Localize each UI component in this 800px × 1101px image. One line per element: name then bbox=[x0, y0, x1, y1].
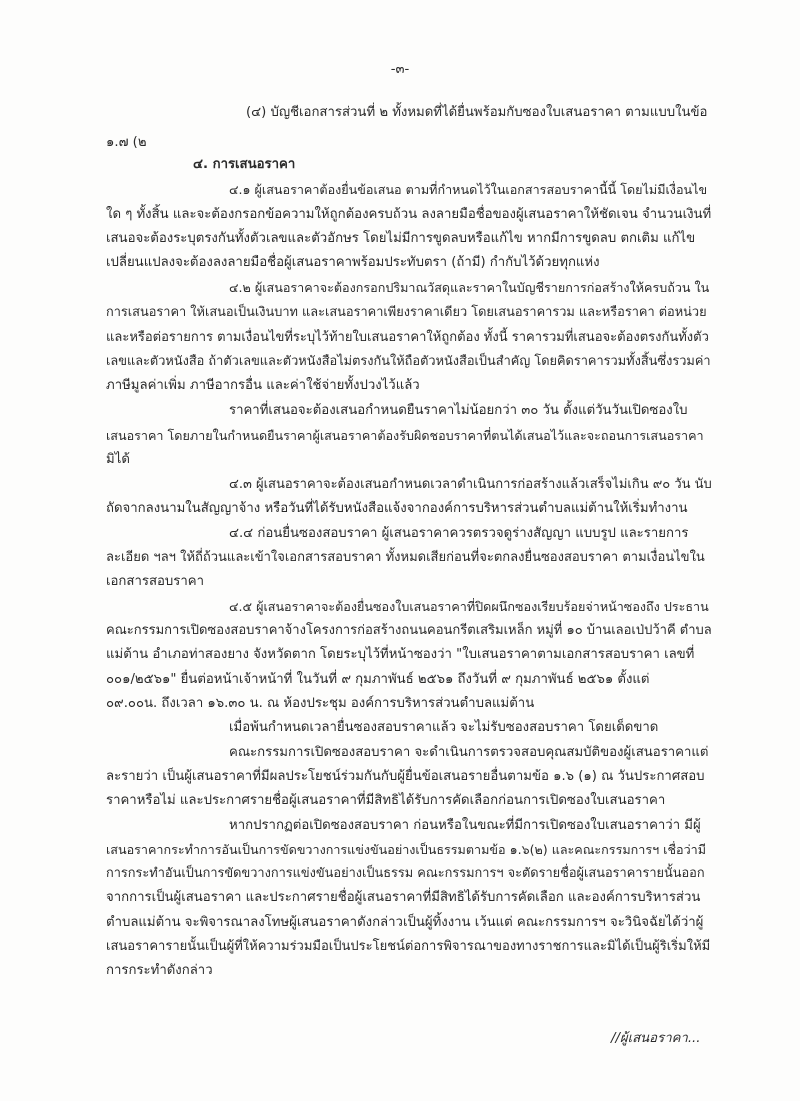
text-line: เสนอราคากระทำการอันเป็นการขัดขวางการแข่งขันอย่างเป็นธรรมตามข้อ ๑.๖(๒) และคณะกรรมการฯ เชื่อว่ามี bbox=[106, 842, 707, 857]
text-line: มิได้ bbox=[106, 452, 130, 467]
text-line: ๔.๓ ผู้เสนอราคาจะต้องเสนอกำหนดเวลาดำเนินการก่อสร้างแล้วเสร็จไม่เกิน ๙๐ วัน นับ bbox=[229, 477, 712, 492]
text-line: การเสนอราคา ให้เสนอเป็นเงินบาท และเสนอราคาเพียงราคาเดียว โดยเสนอราคารวม และหรือราคา ต่อหน่วย bbox=[106, 305, 707, 320]
text-line: เสนอจะต้องระบุตรงกันทั้งตัวเลขและตัวอักษร โดยไม่มีการขูดลบหรือแก้ไข หากมีการขูดลบ ตกเติม แก้ไข bbox=[106, 231, 696, 246]
text-line: หากปรากฏต่อเปิดซองสอบราคา ก่อนหรือในขณะที่มีการเปิดซองใบเสนอราคาว่า มีผู้ bbox=[229, 818, 701, 833]
text-line: ละรายว่า เป็นผู้เสนอราคาที่มีผลประโยชน์ร่วมกันกับผู้ยื่นข้อเสนอรายอื่นตามข้อ ๑.๖ (๑) ณ วันประกาศสอบ bbox=[106, 769, 705, 784]
text-line: ตำบลแม่ต้าน จะพิจารณาลงโทษผู้เสนอราคาดังกล่าวเป็นผู้ทิ้งงาน เว้นแต่ คณะกรรมการฯ จะวินิจฉัยได้ว่าผู้ bbox=[106, 915, 704, 930]
text-line: จากการเป็นผู้เสนอราคา และประกาศรายชื่อผู้เสนอราคาที่มีสิทธิได้รับการคัดเลือก และองค์การบริหารส่วน bbox=[106, 890, 701, 905]
text-line: คณะกรรมการเปิดซองสอบราคาจ้างโครงการก่อสร้างถนนคอนกรีตเสริมเหล็ก หมู่ที่ ๑๐ บ้านเลอเป่ปว้าคี ตำบล bbox=[106, 623, 712, 638]
text-line: เปลี่ยนแปลงจะต้องลงลายมือชื่อผู้เสนอราคาพร้อมประทับตรา (ถ้ามี) กำกับไว้ด้วยทุกแห่ง bbox=[106, 255, 600, 270]
text-line: เสนอราคา โดยภายในกำหนดยืนราคาผู้เสนอราคาต้องรับผิดชอบราคาที่ตนได้เสนอไว้และจะถอนการเสนอราคา bbox=[106, 428, 704, 443]
text-line: ใด ๆ ทั้งสิ้น และจะต้องกรอกข้อความให้ถูกต้องครบถ้วน ลงลายมือชื่อของผู้เสนอราคาให้ชัดเจน จำนวนเงินที่ bbox=[106, 207, 712, 222]
text-line: การกระทำอันเป็นการขัดขวางการแข่งขันอย่างเป็นธรรม คณะกรรมการฯ จะตัดรายชื่อผู้เสนอราคารายนั้นออก bbox=[106, 866, 705, 881]
text-line: เสนอราคารายนั้นเป็นผู้ที่ให้ความร่วมมือเป็นประโยชน์ต่อการพิจารณาของทางราชการและมิได้เป็นผู้ริเริ่มให้มี bbox=[106, 939, 711, 954]
text-line: แม่ต้าน อำเภอท่าสองยาง จังหวัดตาก โดยระบุไว้ที่หน้าซองว่า "ใบเสนอราคาตามเอกสารสอบราคา เลขที่ bbox=[106, 647, 695, 662]
section-heading: ๔. การเสนอราคา bbox=[193, 157, 296, 172]
text-line: และหรือต่อรายการ ตามเงื่อนไขที่ระบุไว้ท้ายใบเสนอราคาให้ถูกต้อง ทั้งนี้ ราคารวมที่เสนอจะต้องตรงกันทั้งตัว bbox=[106, 330, 709, 345]
text-line: ๐๙.๐๐น. ถึงเวลา ๑๖.๓๐ น. ณ ห้องประชุม องค์การบริหารส่วนตำบลแม่ต้าน bbox=[106, 696, 535, 711]
text-line: เลขและตัวหนังสือ ถ้าตัวเลขและตัวหนังสือไม่ตรงกันให้ถือตัวหนังสือเป็นสำคัญ โดยคิดราคารวมทั้งสิ้นซึ่งรวมค่า bbox=[106, 354, 711, 369]
text-line: ราคาหรือไม่ และประกาศรายชื่อผู้เสนอราคาที่มีสิทธิได้รับการคัดเลือกก่อนการเปิดซองใบเสนอราคา bbox=[106, 793, 666, 808]
text-line: ๔.๒ ผู้เสนอราคาจะต้องกรอกปริมาณวัสดุและราคาในบัญชีรายการก่อสร้างให้ครบถ้วน ใน bbox=[229, 280, 710, 295]
text-line: เอกสารสอบราคา bbox=[106, 574, 205, 589]
text-line: ๔.๕ ผู้เสนอราคาจะต้องยื่นซองใบเสนอราคาที่ปิดผนึกซองเรียบร้อยจ่าหน้าซองถึง ประธาน bbox=[229, 599, 709, 614]
text-line: การกระทำดังกล่าว bbox=[106, 963, 213, 978]
page-number: -๓- bbox=[390, 62, 410, 77]
text-line: ๑.๗ (๒ bbox=[106, 135, 147, 150]
text-line: ๐๐๑/๒๕๖๑" ยื่นต่อหน้าเจ้าหน้าที่ ในวันที่ ๙ กุมภาพันธ์ ๒๕๖๑ ถึงวันที่ ๙ กุมภาพันธ์ ๒๕๖๑ ตั้งแต่ bbox=[106, 672, 650, 687]
text-line: คณะกรรมการเปิดซองสอบราคา จะดำเนินการตรวจสอบคุณสมบัติของผู้เสนอราคาแต่ bbox=[229, 745, 709, 760]
text-line: ราคาที่เสนอจะต้องเสนอกำหนดยืนราคาไม่น้อยกว่า ๓๐ วัน ตั้งแต่วันวันเปิดซองใบ bbox=[229, 403, 688, 418]
text-line: ๔.๑ ผู้เสนอราคาต้องยื่นข้อเสนอ ตามที่กำหนดไว้ในเอกสารสอบราคานี้นี้ โดยไม่มีเงื่อนไข bbox=[229, 182, 708, 197]
continuation-note: //ผู้เสนอราคา... bbox=[611, 1031, 701, 1046]
text-line: (๔) บัญชีเอกสารส่วนที่ ๒ ทั้งหมดที่ได้ยื่นพร้อมกับซองใบเสนอราคา ตามแบบในข้อ bbox=[246, 105, 708, 120]
text-line: ถัดจากลงนามในสัญญาจ้าง หรือวันที่ได้รับหนังสือแจ้งจากองค์การบริหารส่วนตำบลแม่ต้านให้เริ่มทำงาน bbox=[106, 501, 688, 516]
text-line: ๔.๔ ก่อนยื่นซองสอบราคา ผู้เสนอราคาควรตรวจดูร่างสัญญา แบบรูป และรายการ bbox=[229, 526, 689, 541]
text-line: ภาษีมูลค่าเพิ่ม ภาษีอากรอื่น และค่าใช้จ่ายทั้งปวงไว้แล้ว bbox=[106, 378, 420, 393]
text-line: เมื่อพ้นกำหนดเวลายื่นซองสอบราคาแล้ว จะไม่รับซองสอบราคา โดยเด็ดขาด bbox=[229, 720, 659, 735]
text-line: ละเอียด ฯลฯ ให้ถี่ถ้วนและเข้าใจเอกสารสอบราคา ทั้งหมดเสียก่อนที่จะตกลงยื่นซองสอบราคา ตามเงื่อนไขใน bbox=[106, 550, 705, 565]
